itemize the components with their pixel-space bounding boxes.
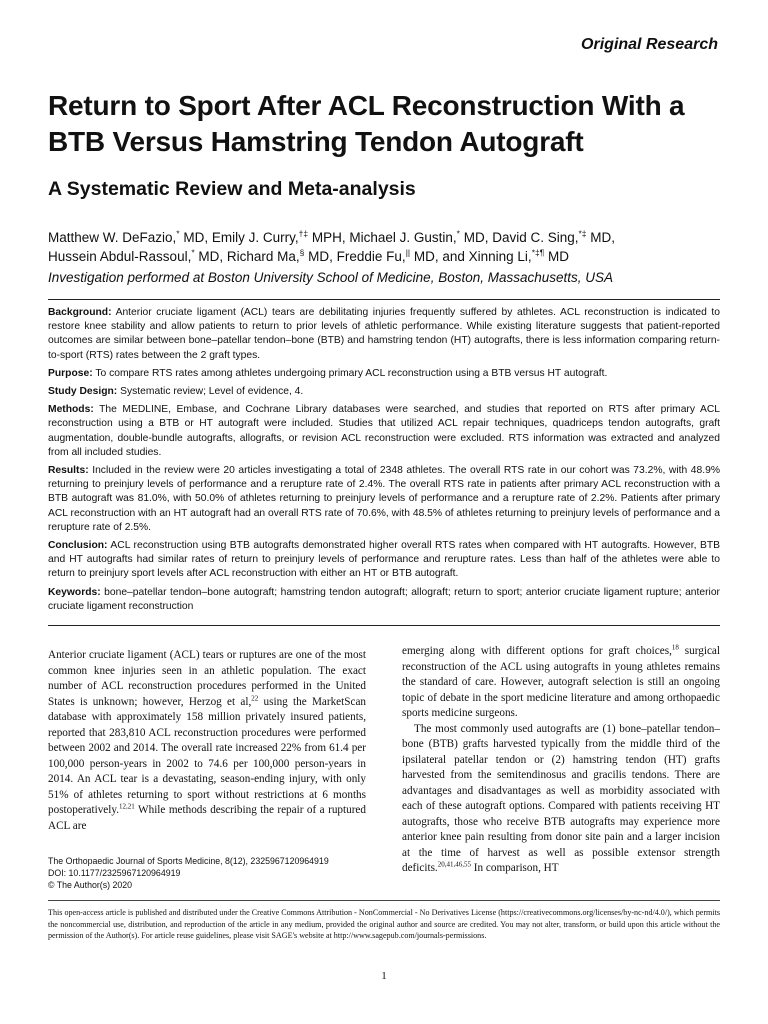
author: Hussein Abdul-Rassoul,* MD, (48, 247, 227, 264)
author: Richard Ma,§ MD, (226, 247, 337, 264)
abstract-conclusion: Conclusion: ACL reconstruction using BTB autografts demonstrated higher overall RTS rates when compared with HT autografts. However, BTB and HT autografts had similar rates of return to preinjury levels of performance and rerupture rates. Less than half of the athletes were able to return to preinjury sport levels after ACL reconstruction with either an HT or BTB autograft. (48, 540, 720, 580)
body-paragraph: The most commonly used autografts are (1) bone–patellar tendon–bone (BTB) grafts harvested typically from the middle third of the ipsilateral patellar tendon or (2) hamstring tendon (HT) grafts harvested from the semitendinosus and gracilis tendons. There are advantages and disadvantages as well as morbidity associated with each of these autograft options. Compared with patients receiving HT autografts, those who receive BTB autografts may experience more anterior knee pain resulting from donor site pain and a larger incision at the time of harvest as well as possible extensor strength deficits.$^{20,41,46,55}$ In comparison, HT (402, 722, 720, 874)
body-column-right (402, 644, 720, 877)
body-paragraph: emerging along with different options for graft choices,$^{18}$ surgical reconstruction of the ACL using autografts in young athletes remains the standard of care. However, autograft selection is still an ongoing topic of debate in the sport medicine literature and among orthopaedic sports medicine surgeons. (402, 643, 720, 719)
institution-line: Investigation performed at Boston University School of Medicine, Boston, Massachusetts, USA (48, 270, 614, 285)
page-number: 1 (381, 970, 387, 982)
license-text: This open-access article is published and distributed under the Creative Commons Attribution - NonCommercial - No Derivatives License (https://creativecommons.org/licenses/by-nc-nd/4.0/), which permits the noncommercial use, distribution, and reproduction of the article in any medium, provided the original author and source are credited. You may not alter, transform, or build upon this article without the permission of the Author(s). For article reuse guidelines, please visit SAGE's website at http://www.sagepub.com/journals-permissions. (48, 908, 720, 941)
journal-info (48, 855, 388, 891)
abstract-study-design: Study Design: Systematic review; Level of evidence, 4. (48, 386, 304, 398)
author: Matthew W. DeFazio,* MD, (48, 228, 212, 245)
abstract (48, 306, 720, 618)
author: David C. Sing,*‡ MD, (492, 228, 616, 245)
body-paragraph: Anterior cruciate ligament (ACL) tears or ruptures are one of the most common knee injuries seen in an athletic population. The exact number of ACL reconstruction procedures performed in the United States is unknown; however, Herzog et al,$^{22}$ using the MarketScan database with approximately 158 million privately insured patients, reported that 283,810 ACL reconstruction procedures were performed between 2002 and 2014. The overall rate increased 22% from 61.4 per 100,000 person-years in 2002 to 74.6 per 100,000 person-years in 2014. An ACL tear is a devastating, season-ending injury, with only 51% of athletes returning to sport without restrictions at 6 months postoperatively.$^{12,21}$ While methods describing the repair of a ruptured ACL are (48, 649, 367, 832)
abstract-bottom-rule (48, 625, 720, 626)
abstract-methods: Methods: The MEDLINE, Embase, and Cochrane Library databases were searched, and studies that reported on RTS after primary ACL reconstruction using a BTB or HT autograft were included. Studies that utilized ACL repair techniques, quadriceps tendon autografts, graft augmentation, double-bundle autografts, allografts, or revision ACL reconstruction were excluded. RTS information was extracted and analyzed from all included studies. (48, 404, 720, 458)
journal-doi: DOI: 10.1177/2325967120964919 (48, 868, 181, 878)
author: Michael J. Gustin,* MD, (349, 228, 493, 245)
author-list (48, 228, 732, 266)
section-label: Original Research (581, 36, 718, 53)
author: Xinning Li,*‡¶ MD (468, 247, 570, 264)
article-subtitle: A Systematic Review and Meta-analysis (48, 178, 416, 200)
abstract-results: Results: Included in the review were 20 articles investigating a total of 2348 athletes. The overall RTS rate in our cohort was 73.2%, with 48.9% returning to preinjury levels of performance and a rerupture rate of 2.4%. The overall RTS rate in patients after primary ACL reconstruction with a BTB autograft was 81.0%, with 50.0% of athletes returning to preinjury levels of performance and a rerupture rate of 2.2%. Patients after primary ACL reconstruction with an HT autograft had an overall RTS rate of 70.6%, with 48.5% of athletes returning to preinjury levels of performance and a rerupture rate of 2.5%. (48, 465, 720, 533)
footnote-rule (48, 900, 720, 901)
journal-citation: The Orthopaedic Journal of Sports Medicine, 8(12), 2325967120964919 (48, 856, 329, 866)
author: Freddie Fu,|| MD, and (336, 247, 469, 264)
abstract-keywords: Keywords: bone–patellar tendon–bone autograft; hamstring tendon autograft; allograft; return to sport; anterior cruciate ligament rupture; anterior cruciate ligament reconstruction (48, 586, 720, 612)
abstract-top-rule (48, 299, 720, 300)
abstract-purpose: Purpose: To compare RTS rates among athletes undergoing primary ACL reconstruction using a BTB versus HT autograft. (48, 367, 608, 379)
article-title: Return to Sport After ACL Reconstruction With a BTB Versus Hamstring Tendon Autograft (48, 90, 685, 157)
author: Emily J. Curry,†‡ MPH, (211, 228, 350, 245)
journal-copyright: © The Author(s) 2020 (48, 880, 133, 890)
body-column-left (48, 648, 366, 834)
abstract-background: Background: Anterior cruciate ligament (ACL) tears are debilitating injuries frequently suffered by athletes. ACL reconstruction is indicated to restore knee stability and allow patients to return to prior levels of athletic performance. While existing literature suggests that patient-reported outcomes are similar between bone–patellar tendon–bone (BTB) and hamstring tendon (HT) autografts, there is less information comparing return-to-sport (RTS) rates between the 2 graft types. (48, 307, 721, 361)
